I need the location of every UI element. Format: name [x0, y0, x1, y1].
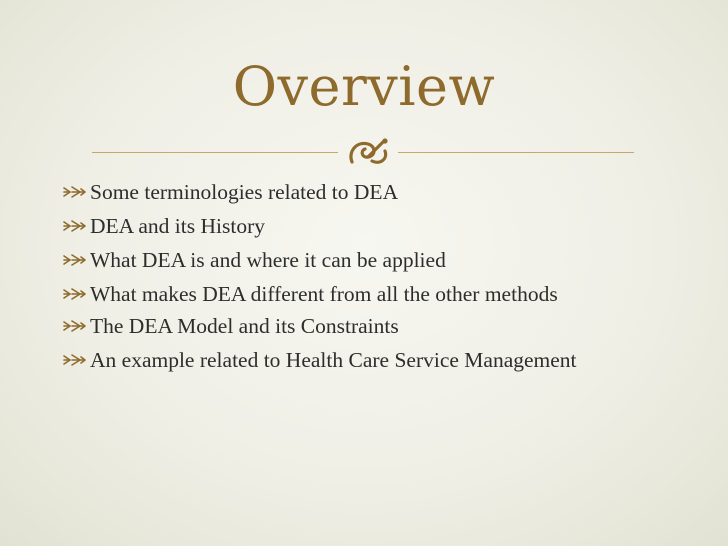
bullet-list	[62, 180, 622, 380]
bullet-item	[62, 180, 622, 204]
bullet-text: Some terminologies related to DEA	[90, 180, 399, 204]
double-arrow-bullet-icon	[62, 286, 88, 302]
double-arrow-bullet-icon	[62, 352, 88, 368]
double-arrow-bullet-icon	[62, 184, 88, 200]
bullet-item	[62, 348, 622, 372]
bullet-item	[62, 314, 622, 338]
title-divider-left	[92, 152, 338, 153]
double-arrow-bullet-icon	[62, 252, 88, 268]
flourish-icon	[338, 132, 398, 172]
bullet-item	[62, 282, 622, 306]
bullet-item	[62, 214, 622, 238]
bullet-text: DEA and its History	[90, 214, 265, 238]
double-arrow-bullet-icon	[62, 318, 88, 334]
title-divider-right	[398, 152, 634, 153]
slide-title: Overview	[232, 55, 496, 118]
bullet-text: The DEA Model and its Constraints	[90, 314, 399, 338]
bullet-text: An example related to Health Care Service Management	[90, 348, 577, 372]
bullet-text: What DEA is and where it can be applied	[90, 248, 446, 272]
bullet-item	[62, 248, 622, 272]
bullet-text: What makes DEA different from all the other methods	[90, 282, 558, 306]
double-arrow-bullet-icon	[62, 218, 88, 234]
